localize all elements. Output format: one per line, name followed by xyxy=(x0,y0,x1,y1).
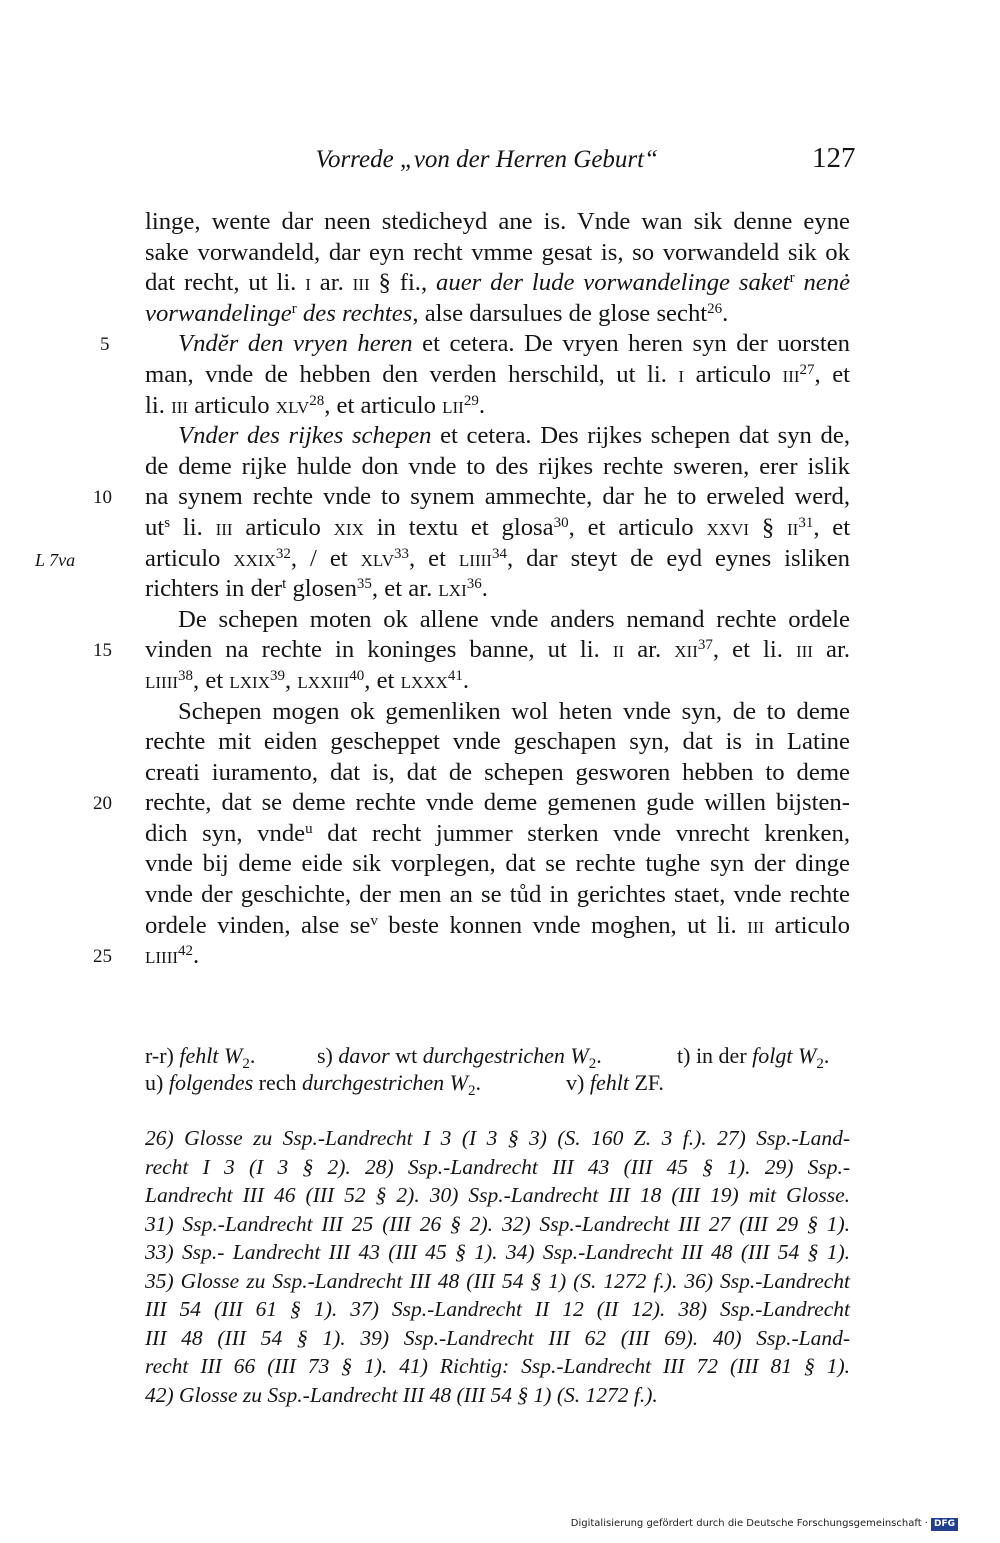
line-number: 15 xyxy=(93,640,112,662)
text-line: richters in der$^t$ glosen$^{35}$, et ar. lxi$^{36}$. xyxy=(145,575,488,603)
text-line: sake vorwandeld, dar eyn recht vmme gesat is, so vorwandeld sik ok xyxy=(145,238,850,266)
text-line: ordele vinden, alse $se^v$ beste konnen vnde moghen, ut li. iii articulo xyxy=(145,911,851,939)
text-line: L 7va articulo xxix$^{32}$, / et xlv$^{33}$, et liiii$^{34}$, dar steyt de eyd eynes isliken xyxy=(145,544,850,575)
line-number: 10 xyxy=(93,487,112,509)
text-line: 10 na synem rechte vnde to synem ammechte, dar he to erweled werd, xyxy=(145,482,850,513)
digitization-credit xyxy=(571,1518,958,1531)
footnote-line: III 54 (III 61 § 1). 37) Ssp.-Landrecht II 12 (II 12). 38) Ssp.-Landrecht xyxy=(145,1297,850,1321)
footnote-line: 33) Ssp.- Landrecht III 43 (III 45 § 1). 34) Ssp.-Landrecht III 48 (III 54 § 1). xyxy=(145,1240,850,1264)
text-line: rechte mit eiden gescheppet vnde geschapen syn, dat is in Latine xyxy=(145,728,850,756)
footnote-line: recht III 66 (III 73 § 1). 41) Richtig: Ssp.-Landrecht III 72 (III 81 § 1). xyxy=(145,1354,851,1378)
footnote-line: III 48 (III 54 § 1). 39) Ssp.-Landrecht III 62 (III 69). 40) Ssp.-Land- xyxy=(145,1325,850,1350)
page-header xyxy=(0,142,1000,182)
apparatus-note: r-r) fehlt $W_2$. xyxy=(145,1043,256,1072)
apparatus-line xyxy=(145,1042,850,1072)
text-line: dich syn, vnde$^u$ dat recht jummer sterken vnde vnrecht krenken, xyxy=(145,819,850,847)
apparatus-line xyxy=(145,1069,850,1099)
apparatus-note: v) fehlt ZF. xyxy=(566,1070,664,1095)
footnote-line: 42) Glosse zu Ssp.-Landrecht III 48 (III 54 § 1) (S. 1272 f.). xyxy=(145,1382,658,1407)
text-line: Schepen mogen ok gemenliken wol heten vnde syn, de to deme xyxy=(178,697,850,725)
text-line: Vnder des rijkes schepen et cetera. Des rijkes schepen dat syn de, xyxy=(178,422,850,450)
apparatus-note: u) folgendes rech durchgestrichen $W_2$. xyxy=(145,1070,481,1099)
text-line: vnde der geschichte, der men an se tůd in gerichtes staet, vnde rechte xyxy=(145,881,850,909)
credit-text: Digitalisierung gefördert durch die Deutsche Forschungsgemeinschaft · xyxy=(570,1518,928,1529)
running-title: Vorrede „von der Herren Geburt“ xyxy=(315,146,658,173)
text-line: De schepen moten ok allene vnde anders nemand rechte ordele xyxy=(178,605,850,633)
footnote-line: 31) Ssp.-Landrecht III 25 (III 26 § 2). 32) Ssp.-Landrecht III 27 (III 29 § 1). xyxy=(145,1211,850,1236)
footnote-line: 35) Glosse zu Ssp.-Landrecht III 48 (III 54 § 1) (S. 1272 f.). 36) Ssp.-Landrecht xyxy=(145,1268,850,1293)
text-line: li. iii articulo xlv$^{28}$, et articulo lii$^{29}$. xyxy=(145,391,485,419)
footnote-line: 26) Glosse zu Ssp.-Landrecht I 3 (I 3 § 3) (S. 160 Z. 3 f.). 27) Ssp.-Land- xyxy=(145,1126,850,1150)
text-line: vnde bij deme eide sik vorplegen, dat se rechte tughe syn der dinge xyxy=(145,850,850,878)
text-line: man, vnde de hebben den verden herschild, ut li. i articulo iii$^{27}$, et xyxy=(145,360,851,388)
footnote-line: recht I 3 (I 3 § 2). 28) Ssp.-Landrecht III 43 (III 45 § 1). 29) Ssp.- xyxy=(145,1154,850,1179)
text-line: 5 Vndĕr den vryen heren et cetera. De vryen heren syn der uorsten xyxy=(145,329,850,360)
page-number: 127 xyxy=(812,142,856,174)
text-line: vorwandelinge$^r$ des rechtes, alse darsulues de glose secht$^{26}$. xyxy=(145,299,729,327)
text-line: linge, wente dar neen stedicheyd ane is. Vnde wan sik denne eyne xyxy=(145,208,850,235)
dfg-logo: DFG xyxy=(931,1518,958,1531)
text-line: de deme rijke hulde don vnde to des rijkes rechte sweren, erer islik xyxy=(145,452,850,480)
line-number: 5 xyxy=(100,334,110,356)
footnotes xyxy=(145,1124,850,1409)
apparatus-note: t) in der folgt $W_2$. xyxy=(677,1043,830,1072)
text-line: 15 vinden na rechte in koninges banne, ut li. ii ar. xii$^{37}$, et li. iii ar. xyxy=(145,635,850,666)
line-number: 25 xyxy=(93,946,112,968)
line-number: 20 xyxy=(93,793,112,815)
apparatus-note: s) davor wt durchgestrichen $W_2$. xyxy=(317,1043,602,1072)
text-line: $ut^s$ li. iii articulo xix in textu et glosa$^{30}$, et articulo xxvi § $ii^{31}$, et xyxy=(145,513,851,541)
text-line: dat recht, ut li. i ar. iii § fi., auer der lude vorwandelinge saket$^r$ nenė xyxy=(145,269,851,297)
footnote-line: Landrecht III 46 (III 52 § 2). 30) Ssp.-Landrecht III 18 (III 19) mit Glosse. xyxy=(145,1183,850,1207)
text-line: liiii$^{38}$, et lxix$^{39}$, lxxiii$^{40}$, et lxxx$^{41}$. xyxy=(145,666,469,694)
margin-note: L 7va xyxy=(35,549,76,570)
text-line: 20 rechte, dat se deme rechte vnde deme gemenen gude willen bijsten- xyxy=(145,788,850,819)
main-text xyxy=(35,207,851,972)
critical-apparatus xyxy=(145,1042,850,1099)
text-line: 25 liiii$^{42}$. xyxy=(145,941,850,972)
text-line: creati iuramento, dat is, dat de schepen gesworen hebben to deme xyxy=(145,758,850,786)
